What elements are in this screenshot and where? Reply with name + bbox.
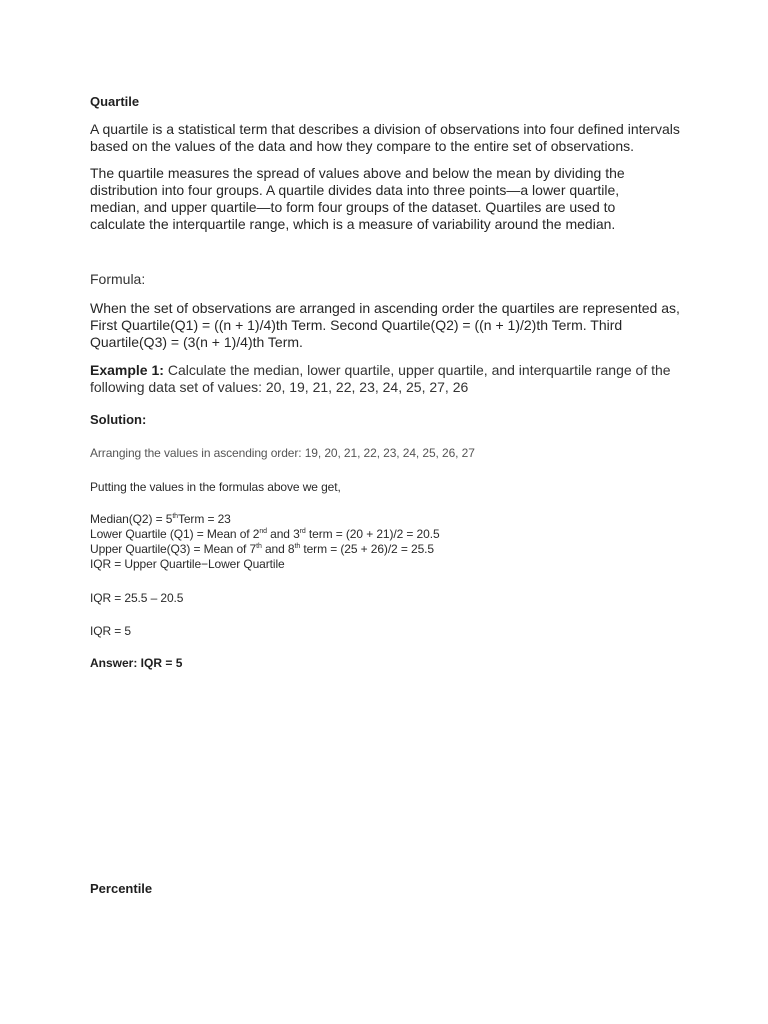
quartile-definition-paragraph: A quartile is a statistical term that describes a division of observations into four defined intervals based on the values of the data and how they compare to the entire set of observations. bbox=[90, 121, 680, 154]
iqr-definition-line: IQR = Upper Quartile−Lower Quartile bbox=[90, 557, 285, 571]
answer-line: Answer: IQR = 5 bbox=[90, 656, 183, 670]
example-label: Example 1: bbox=[90, 362, 164, 378]
formula-paragraph: When the set of observations are arranged in ascending order the quartiles are represented as, First Quartile(Q1) = ((n + 1)/4)th Term. Second Quartile(Q2) = ((n + 1)/2)th Term. Third Quartile(Q3) = (3(n + 1)/4)th Term. bbox=[90, 300, 680, 350]
quartile-heading: Quartile bbox=[90, 94, 140, 109]
upper-quartile-line: Upper Quartile(Q3) = Mean of 7th and 8th term = (25 + 26)/2 = 25.5 bbox=[90, 542, 434, 556]
iqr-result-line: IQR = 5 bbox=[90, 624, 131, 638]
arranging-line: Arranging the values in ascending order: 19, 20, 21, 22, 23, 24, 25, 26, 27 bbox=[90, 446, 475, 460]
putting-line: Putting the values in the formulas above we get, bbox=[90, 480, 341, 494]
iqr-calculation-line: IQR = 25.5 – 20.5 bbox=[90, 591, 184, 605]
formula-label: Formula: bbox=[90, 271, 146, 287]
median-line: Median(Q2) = 5thTerm = 23 bbox=[90, 512, 231, 526]
example-text: Calculate the median, lower quartile, upper quartile, and interquartile range of the following data set of values: 20, 19, 21, 22, 23, 24, 25, 27, 26 bbox=[90, 362, 671, 395]
solution-label: Solution: bbox=[90, 412, 147, 427]
lower-quartile-line: Lower Quartile (Q1) = Mean of 2nd and 3rd term = (20 + 21)/2 = 20.5 bbox=[90, 527, 440, 541]
example-paragraph bbox=[90, 362, 680, 396]
percentile-heading: Percentile bbox=[90, 881, 153, 896]
solution-steps bbox=[90, 512, 690, 572]
quartile-spread-paragraph: The quartile measures the spread of values above and below the mean by dividing the distribution into four groups. A quartile divides data into three points—a lower quartile, median, and upper quartile—to form four groups of the dataset. Quartiles are used to calculate the interquartile range, which is a measure of variability around the median. bbox=[90, 165, 625, 232]
